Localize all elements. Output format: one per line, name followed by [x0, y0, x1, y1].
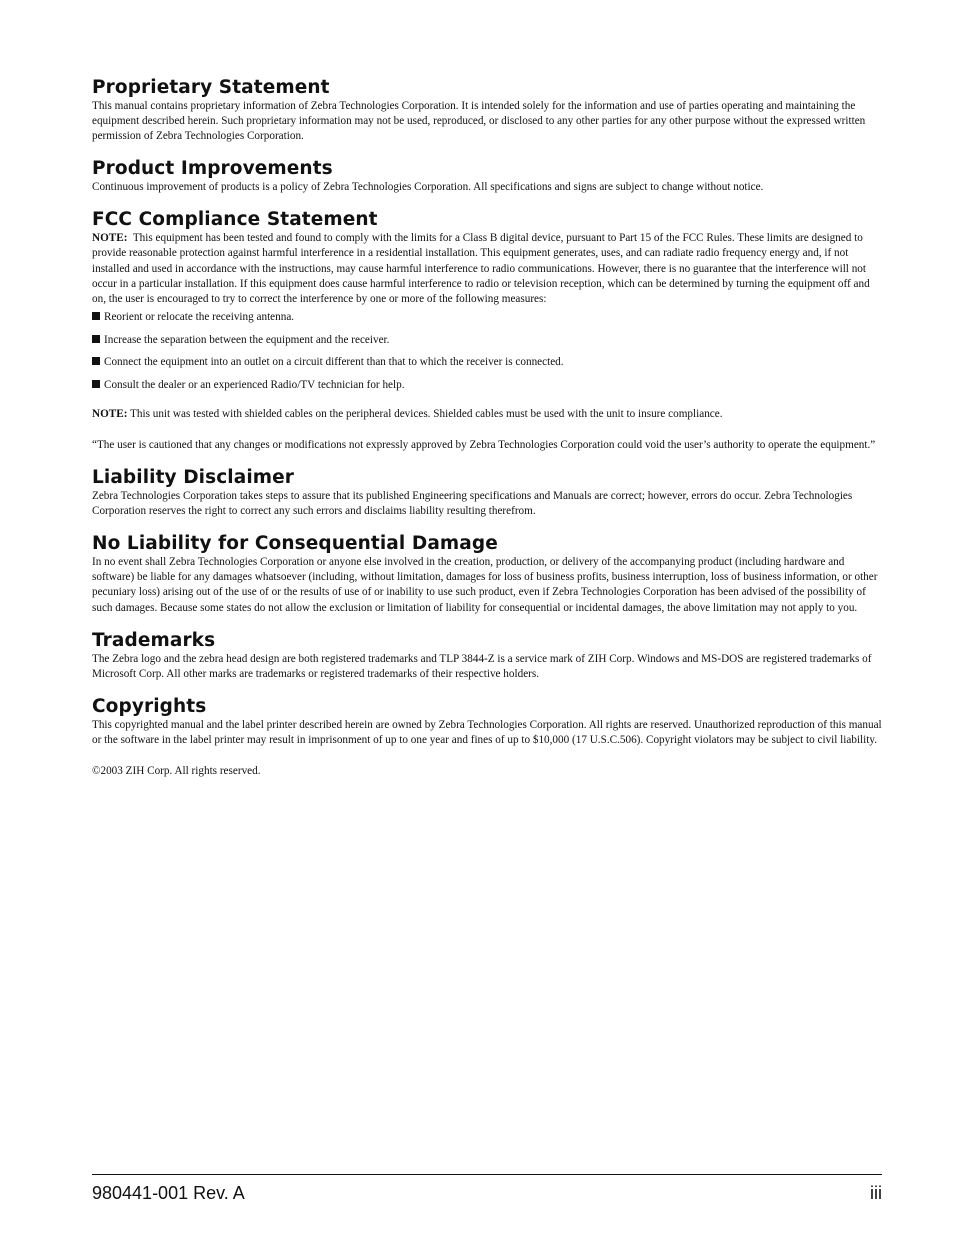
- fcc-measures-list: [92, 310, 882, 393]
- copyright-notice: ©2003 ZIH Corp. All rights reserved.: [92, 765, 261, 778]
- section-heading: Trademarks: [92, 629, 216, 651]
- note-label: NOTE:: [92, 232, 128, 245]
- list-item-text: Consult the dealer or an experienced Radio/TV technician for help.: [104, 378, 405, 391]
- square-bullet-icon: [92, 312, 100, 320]
- list-item: [92, 333, 882, 348]
- list-item: [92, 378, 882, 393]
- section-heading: Liability Disclaimer: [92, 467, 295, 489]
- section-body: Zebra Technologies Corporation takes steps to assure that its published Engineering specifications and Manuals are correct; however, errors do occur. Zebra Technologies Corporation reserves the right to correct any such errors and disclaims liability resulting therefrom.: [92, 490, 853, 518]
- section-body: The Zebra logo and the zebra head design are both registered trademarks and TLP 3844-Z is a service mark of ZIH Corp. Windows and MS-DOS are registered trademarks of Microsoft Corp. All other marks are trademarks or registered trademarks of their respective holders.: [92, 652, 872, 680]
- note-text: This equipment has been tested and found to comply with the limits for a Class B digital device, pursuant to Part 15 of the FCC Rules. These limits are designed to provide reasonable protection against harmful interference in a residential installation. This equipment generates, uses, and can radiate radio frequency energy and, if not installed and used in accordance with the instructions, may cause harmful interference to radio communications. However, there is no guarantee that the interference will not occur in a particular installation. If this equipment does cause harmful interference to radio or television reception, which can be determined by turning the equipment off and on, the user is encouraged to try to correct the interference by one or more of the following measures:: [92, 232, 870, 305]
- section-fcc-compliance: [92, 209, 882, 453]
- section-heading: Copyrights: [92, 695, 207, 717]
- section-heading: FCC Compliance Statement: [92, 209, 378, 231]
- section-no-liability: [92, 533, 882, 615]
- fcc-caution: “The user is cautioned that any changes or modifications not expressly approved by Zebra Technologies Corporation could void the user’s authority to operate the equipment.”: [92, 439, 876, 451]
- section-product-improvements: [92, 158, 882, 195]
- section-body: In no event shall Zebra Technologies Corporation or anyone else involved in the creation, production, or delivery of the accompanying product (including hardware and software) be liable for any damages whatsoever (including, without limitation, damages for loss of business profits, business interruption, loss of business information, or other pecuniary loss) arising out of the use of or the results of use of or inability to use such product, even if Zebra Technologies Corporation has been advised of the possibility of such damages. Because some states do not allow the exclusion or limitation of liability for consequential or incidental damages, the above limitation may not apply to you.: [92, 556, 878, 614]
- page-footer: [92, 1174, 882, 1204]
- section-heading: Product Improvements: [92, 158, 333, 180]
- section-heading: Proprietary Statement: [92, 77, 330, 98]
- note-label: NOTE:: [92, 407, 128, 420]
- document-number: 980441-001 Rev. A: [92, 1183, 245, 1203]
- section-copyrights: [92, 696, 882, 779]
- document-page: [92, 77, 882, 779]
- square-bullet-icon: [92, 357, 100, 365]
- square-bullet-icon: [92, 380, 100, 388]
- square-bullet-icon: [92, 335, 100, 343]
- list-item-text: Connect the equipment into an outlet on a circuit different than that to which the receiver is connected.: [104, 356, 564, 369]
- section-body: Continuous improvement of products is a policy of Zebra Technologies Corporation. All specifications and signs are subject to change without notice.: [92, 181, 764, 194]
- section-body: This manual contains proprietary information of Zebra Technologies Corporation. It is intended solely for the information and use of parties operating and maintaining the equipment described herein. Such proprietary information may not be used, reproduced, or disclosed to any other parties for any other purpose without the expressed written permission of Zebra Technologies Corporation.: [92, 100, 866, 143]
- section-proprietary-statement: [92, 77, 882, 144]
- list-item: [92, 310, 882, 325]
- page-number: iii: [870, 1183, 882, 1203]
- fcc-note: [92, 231, 882, 306]
- list-item-text: Increase the separation between the equipment and the receiver.: [104, 333, 390, 346]
- section-heading: No Liability for Consequential Damage: [92, 533, 498, 555]
- fcc-note-shielded-cables: [92, 407, 882, 422]
- section-trademarks: [92, 630, 882, 682]
- list-item-text: Reorient or relocate the receiving antenna.: [104, 310, 295, 323]
- note-text: This unit was tested with shielded cables on the peripheral devices. Shielded cables must be used with the unit to insure compliance.: [130, 407, 723, 420]
- list-item: [92, 355, 882, 370]
- section-body: This copyrighted manual and the label printer described herein are owned by Zebra Technologies Corporation. All rights are reserved. Unauthorized reproduction of this manual or the software in the label printer may result in imprisonment of up to one year and fines of up to $10,000 (17 U.S.C.506). Copyright violators may be subject to civil liability.: [92, 718, 882, 746]
- section-liability-disclaimer: [92, 467, 882, 519]
